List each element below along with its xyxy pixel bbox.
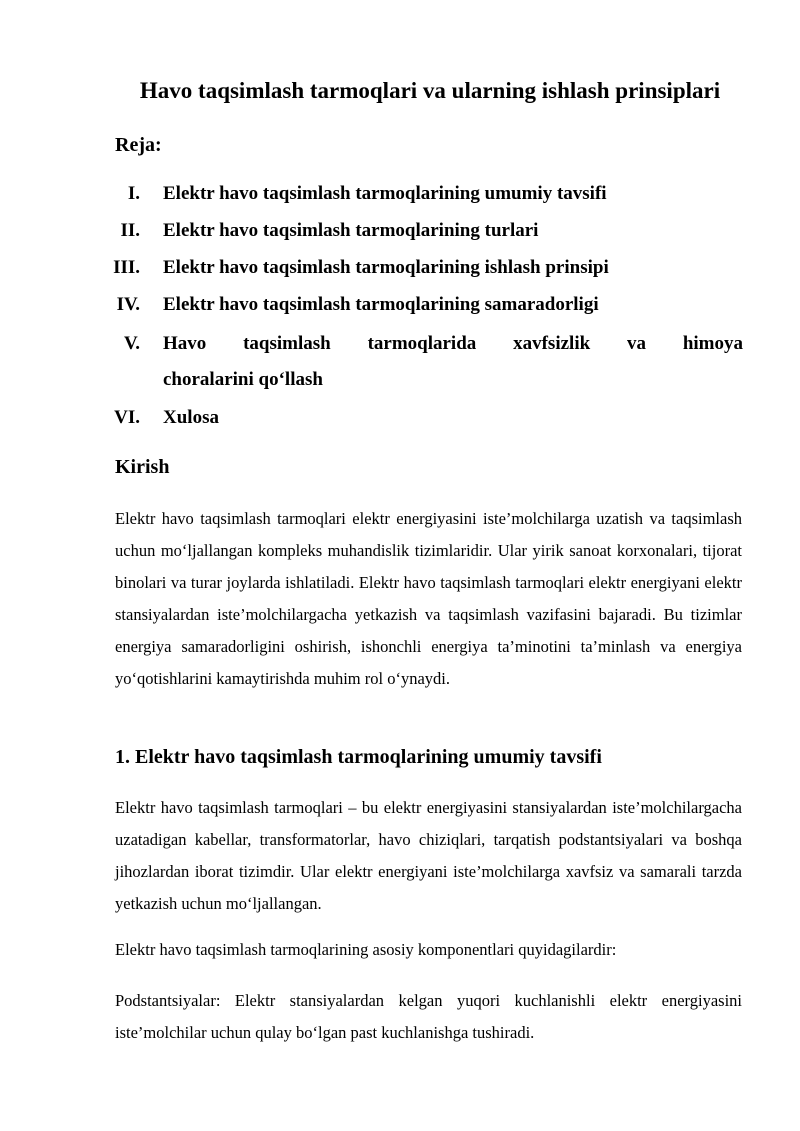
- plan-item-text: Elektr havo taqsimlash tarmoqlarining samaradorligi: [163, 294, 599, 315]
- plan-item-text: Elektr havo taqsimlash tarmoqlarining ishlash prinsipi: [163, 257, 609, 278]
- plan-item-text: Xulosa: [163, 407, 219, 428]
- section-1-heading: 1. Elektr havo taqsimlash tarmoqlarining umumiy tavsifi: [115, 746, 602, 768]
- plan-item-number: I.: [127, 183, 140, 204]
- plan-item-number: III.: [113, 257, 140, 278]
- section-1-paragraph: Podstantsiyalar: Elektr stansiyalardan kelgan yuqori kuchlanishli elektr energiyasini iste’molchilar uchun qulay bo‘lgan past kuchlanishga tushiradi.: [115, 991, 742, 1042]
- plan-item-number: VI.: [114, 407, 140, 428]
- plan-item-number: V.: [123, 333, 140, 354]
- plan-item-text: Elektr havo taqsimlash tarmoqlarining turlari: [163, 220, 539, 241]
- intro-paragraph: Elektr havo taqsimlash tarmoqlari elektr energiyasini iste’molchilarga uzatish va taqsimlash uchun mo‘ljallangan kompleks muhandislik tizimlaridir. Ular yirik sanoat korxonalari, tijorat binolari va turar joylarda ishlatiladi. Elektr havo taqsimlash tarmoqlari elektr energiyani elektr stansiyalardan iste’molchilargacha yetkazish va taqsimlash vazifasini bajaradi. Bu tizimlar energiya samaradorligini oshirish, ishonchli energiya ta’minotini ta’minlash va energiya yo‘qotishlarini kamaytirishda muhim rol o‘ynaydi.: [115, 509, 742, 688]
- plan-item-number: II.: [120, 220, 140, 241]
- intro-heading: Kirish: [115, 456, 170, 478]
- section-1-paragraph: Elektr havo taqsimlash tarmoqlarining asosiy komponentlari quyidagilardir:: [115, 940, 617, 959]
- document-title: Havo taqsimlash tarmoqlari va ularning ishlash prinsiplari: [139, 78, 721, 103]
- plan-heading: Reja:: [115, 134, 162, 156]
- plan-item-text: Elektr havo taqsimlash tarmoqlarining umumiy tavsifi: [163, 183, 607, 204]
- plan-item-number: IV.: [116, 294, 140, 315]
- section-1-paragraph: Elektr havo taqsimlash tarmoqlari – bu elektr energiyasini stansiyalardan iste’molchilargacha uzatadigan kabellar, transformatorlar, havo chiziqlari, tarqatish podstantsiyalari va boshqa jihozlardan iborat tizimdir. Ular elektr energiyani iste’molchilarga xavfsiz va samarali tarzda yetkazish uchun mo‘ljallangan.: [115, 798, 742, 913]
- plan-item-text-line2: choralarini qo‘llash: [163, 369, 323, 390]
- plan-item-text-line1: Havo taqsimlash tarmoqlarida xavfsizlik va himoya: [163, 333, 743, 354]
